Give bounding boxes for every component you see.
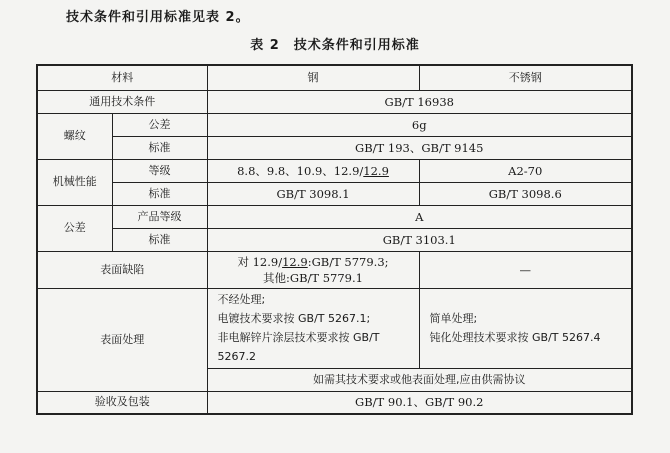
header-steel: 钢 bbox=[207, 65, 419, 90]
table-row bbox=[37, 391, 632, 414]
treatment-steel-line: 非电解锌片涂层技术要求按 GB/T 5267.2 bbox=[217, 331, 380, 363]
defects-line1-a: 对 12.9/ bbox=[237, 254, 283, 269]
table-row bbox=[37, 65, 632, 90]
grade-steel-underlined: 12.9 bbox=[363, 163, 389, 178]
treatment-steel-line: 不经处理; bbox=[217, 293, 266, 306]
thread-standard-value: GB/T 193、GB/T 9145 bbox=[207, 136, 632, 159]
mechanical-grade-label: 等级 bbox=[112, 159, 207, 182]
table-row bbox=[37, 90, 632, 113]
tolerance-standard-label: 标准 bbox=[112, 228, 207, 251]
grade-steel-prefix: 8.8、9.8、10.9、12.9/ bbox=[237, 163, 364, 178]
table-number: 表 2 bbox=[250, 38, 280, 53]
mechanical-label: 机械性能 bbox=[37, 159, 112, 205]
header-stainless: 不锈钢 bbox=[419, 65, 632, 90]
surface-defects-line1 bbox=[212, 254, 415, 270]
surface-treatment-steel bbox=[207, 288, 419, 368]
surface-defects-steel bbox=[207, 251, 419, 288]
treatment-steel-line: 电镀技术要求按 GB/T 5267.1; bbox=[217, 312, 371, 325]
table-title: 技术条件和引用标准 bbox=[293, 38, 420, 53]
surface-defects-label: 表面缺陷 bbox=[37, 251, 207, 288]
product-grade-value: A bbox=[207, 205, 632, 228]
header-material: 材料 bbox=[37, 65, 207, 90]
mechanical-standard-stainless: GB/T 3098.6 bbox=[419, 182, 632, 205]
acceptance-value: GB/T 90.1、GB/T 90.2 bbox=[207, 391, 632, 414]
surface-treatment-stainless bbox=[419, 288, 632, 368]
treatment-stainless-line: 钝化处理技术要求按 GB/T 5267.4 bbox=[429, 331, 601, 344]
thread-tolerance-value: 6g bbox=[207, 113, 632, 136]
surface-treatment-label: 表面处理 bbox=[37, 288, 207, 391]
treatment-stainless-line: 简单处理; bbox=[429, 312, 478, 325]
mechanical-standard-steel: GB/T 3098.1 bbox=[207, 182, 419, 205]
surface-treatment-note: 如需其技术要求或他表面处理,应由供需协议 bbox=[207, 368, 632, 391]
table-row bbox=[37, 182, 632, 205]
table-row bbox=[37, 251, 632, 288]
table-row bbox=[37, 159, 632, 182]
surface-defects-line2: 其他:GB/T 5779.1 bbox=[263, 270, 363, 285]
intro-text: 技术条件和引用标准见表 2。 bbox=[66, 10, 250, 25]
thread-tolerance-label: 公差 bbox=[112, 113, 207, 136]
table-row bbox=[37, 228, 632, 251]
acceptance-label: 验收及包装 bbox=[37, 391, 207, 414]
product-grade-label: 产品等级 bbox=[112, 205, 207, 228]
general-value: GB/T 16938 bbox=[207, 90, 632, 113]
tolerance-standard-value: GB/T 3103.1 bbox=[207, 228, 632, 251]
table-caption bbox=[0, 34, 670, 53]
general-label: 通用技术条件 bbox=[37, 90, 207, 113]
defects-line1-b: :GB/T 5779.3; bbox=[307, 254, 389, 269]
thread-standard-label: 标准 bbox=[112, 136, 207, 159]
mechanical-standard-label: 标准 bbox=[112, 182, 207, 205]
tolerance-label: 公差 bbox=[37, 205, 112, 251]
standards-table bbox=[36, 64, 633, 415]
table-row bbox=[37, 205, 632, 228]
mechanical-grade-stainless: A2-70 bbox=[419, 159, 632, 182]
table-row bbox=[37, 113, 632, 136]
table-row bbox=[37, 288, 632, 368]
defects-line1-underlined: 12.9 bbox=[282, 254, 308, 269]
thread-label: 螺纹 bbox=[37, 113, 112, 159]
surface-defects-stainless: — bbox=[419, 251, 632, 288]
table-row bbox=[37, 136, 632, 159]
mechanical-grade-steel bbox=[207, 159, 419, 182]
